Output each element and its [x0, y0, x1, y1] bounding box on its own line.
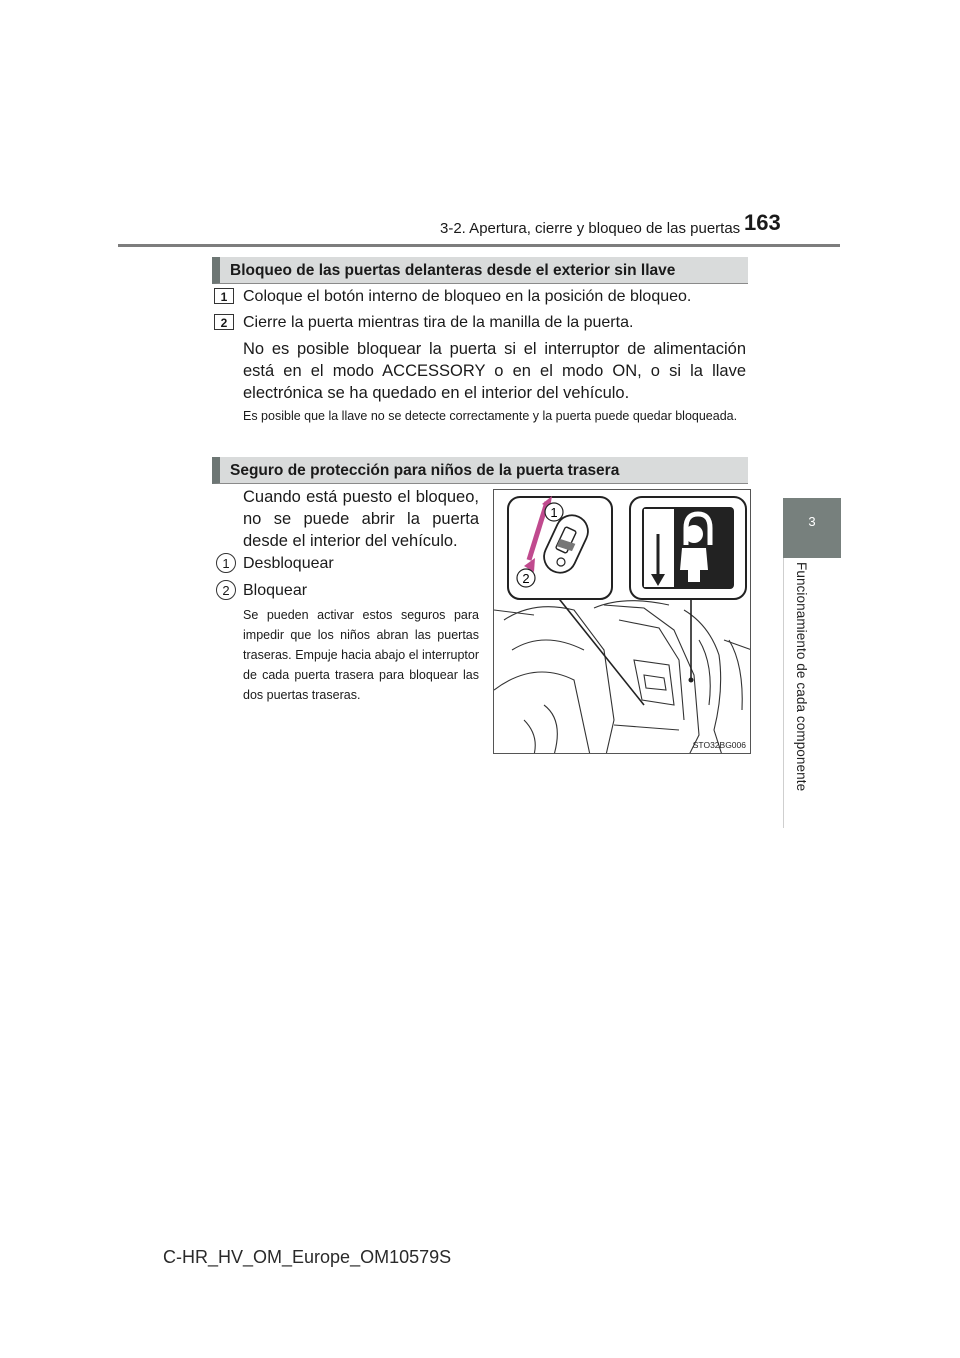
section-heading-keyless-lock: Bloqueo de las puertas delanteras desde el exterior sin llave — [212, 257, 748, 284]
figure-code: STO32BG006 — [692, 740, 746, 750]
keyless-lock-paragraph: No es posible bloquear la puerta si el interruptor de alimentación está en el modo ACCESSORY o en el modo ON, o si la llave electrónica se ha quedado en el interior del vehículo. — [243, 340, 746, 402]
figure-callout-1-label: 1 — [550, 505, 558, 520]
side-divider — [783, 558, 842, 828]
chapter-label: Funcionamiento de cada componente — [794, 562, 809, 792]
page-number: 163 — [744, 210, 781, 235]
item-number-2: 2 — [216, 580, 236, 600]
figure-callout-2-label: 2 — [522, 571, 530, 586]
child-lock-illustration — [494, 490, 751, 754]
document-id: C-HR_HV_OM_Europe_OM10579S — [163, 1247, 452, 1267]
section-heading-child-lock: Seguro de protección para niños de la puerta trasera — [212, 457, 748, 484]
running-header: 3-2. Apertura, cierre y bloqueo de las puertas — [440, 220, 741, 237]
child-lock-note: Se pueden activar estos seguros para impedir que los niños abran las puertas traseras. Empuje hacia abajo el interruptor de cada puerta trasera para bloquear las dos puertas traseras. — [243, 608, 479, 702]
step-text-2: Cierre la puerta mientras tira de la manilla de la puerta. — [243, 314, 634, 331]
child-lock-paragraph: Cuando está puesto el bloqueo, no se puede abrir la puerta desde el interior del vehículo. — [243, 488, 479, 550]
step-number-2: 2 — [214, 314, 234, 330]
keyless-lock-note: Es posible que la llave no se detecte correctamente y la puerta puede quedar bloqueada. — [243, 409, 738, 423]
step-number-1: 1 — [214, 288, 234, 304]
item-lock-label: Bloquear — [243, 582, 308, 599]
step-text-1: Coloque el botón interno de bloqueo en la posición de bloqueo. — [243, 288, 692, 305]
item-number-1: 1 — [216, 553, 236, 573]
header-rule — [118, 244, 840, 247]
child-lock-figure — [493, 489, 751, 754]
chapter-tab: 3 — [783, 498, 841, 558]
item-unlock-label: Desbloquear — [243, 555, 334, 572]
